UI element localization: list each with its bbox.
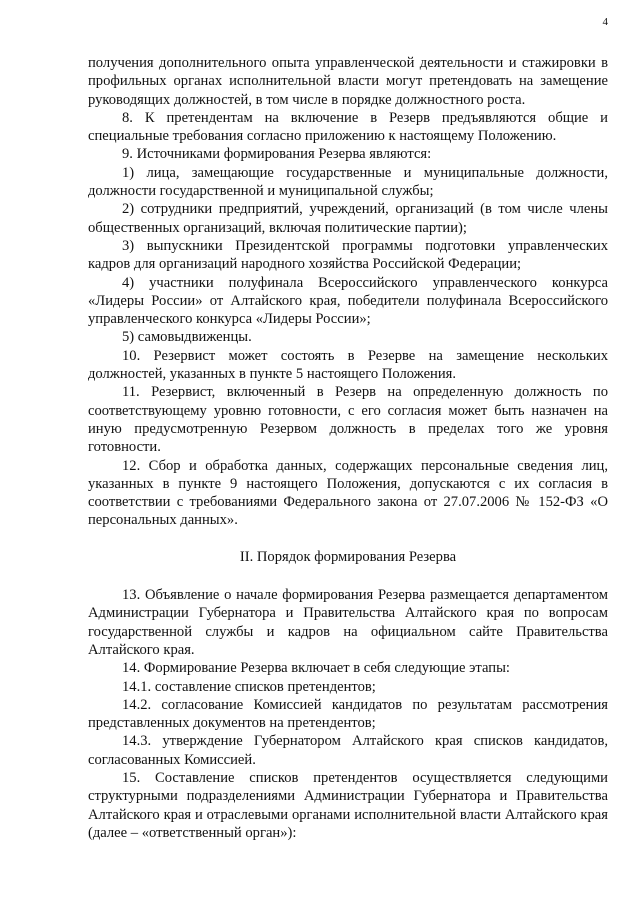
paragraph-item-10: 10. Резервист может состоять в Резерве на замещение нескольких должностей, указанных в пункте 5 настоящего Положения. [88,347,608,383]
paragraph-item-15: 15. Составление списков претендентов осуществляется следующими структурными подразделениями Администрации Губернатора и Правительства Алтайского края и отраслевыми органами исполнительной власти Алтайского края (далее – «ответственный орган»): [88,769,608,841]
paragraph-item-14: 14. Формирование Резерва включает в себя следующие этапы: [122,660,510,677]
paragraph-item-9: 9. Источниками формирования Резерва являются: [122,146,432,163]
paragraph-item-11: 11. Резервист, включенный в Резерв на определенную должность по соответствующему уровню готовности, с его согласия может быть назначен на иную предусмотренную Резервом должность в пределах того же уровня готовности. [88,384,608,456]
paragraph-subitem-4: 4) участники полуфинала Всероссийского управленческого конкурса «Лидеры России» от Алтайского края, победители полуфинала Всероссийского управленческого конкурса «Лидеры России»; [88,274,608,328]
paragraph-subitem-5: 5) самовыдвиженцы. [122,329,252,346]
paragraph-continuation: получения дополнительного опыта управленческой деятельности и стажировки в профильных органах исполнительной власти могут претендовать на замещение руководящих должностей, в том числе в порядке должностного роста. [88,55,608,108]
paragraph-item-8: 8. К претендентам на включение в Резерв предъявляются общие и специальные требования согласно приложению к настоящему Положению. [88,109,608,145]
paragraph-item-14-2: 14.2. согласование Комиссией кандидатов по результатам рассмотрения представленных документов на претендентов; [88,696,608,732]
paragraph-subitem-3: 3) выпускники Президентской программы подготовки управленческих кадров для организаций народного хозяйства Российской Федерации; [88,237,608,273]
paragraph-subitem-2: 2) сотрудники предприятий, учреждений, организаций (в том числе члены общественных организаций, включая политические партии); [88,201,608,236]
paragraph-item-14-1: 14.1. составление списков претендентов; [122,678,376,695]
paragraph-subitem-1: 1) лица, замещающие государственные и муниципальные должности, должности государственной и муниципальной службы; [88,164,608,200]
document-body [88,54,608,842]
paragraph-item-12: 12. Сбор и обработка данных, содержащих персональные сведения лиц, указанных в пункте 9 настоящего Положения, допускаются с их согласия в соответствии с требованиями Федерального закона от 27.07.2006 № 152-ФЗ «О персональных данных». [88,457,608,529]
page-number: 4 [602,16,608,28]
paragraph-item-13: 13. Объявление о начале формирования Резерва размещается департаментом Администрации Губернатора и Правительства Алтайского края по вопросам государственной службы и кадров на официальном сайте Правительства Алтайского края. [88,587,608,658]
section-heading: II. Порядок формирования Резерва [239,548,457,565]
paragraph-item-14-3: 14.3. утверждение Губернатором Алтайского края списков кандидатов, согласованных Комиссией. [88,733,608,768]
